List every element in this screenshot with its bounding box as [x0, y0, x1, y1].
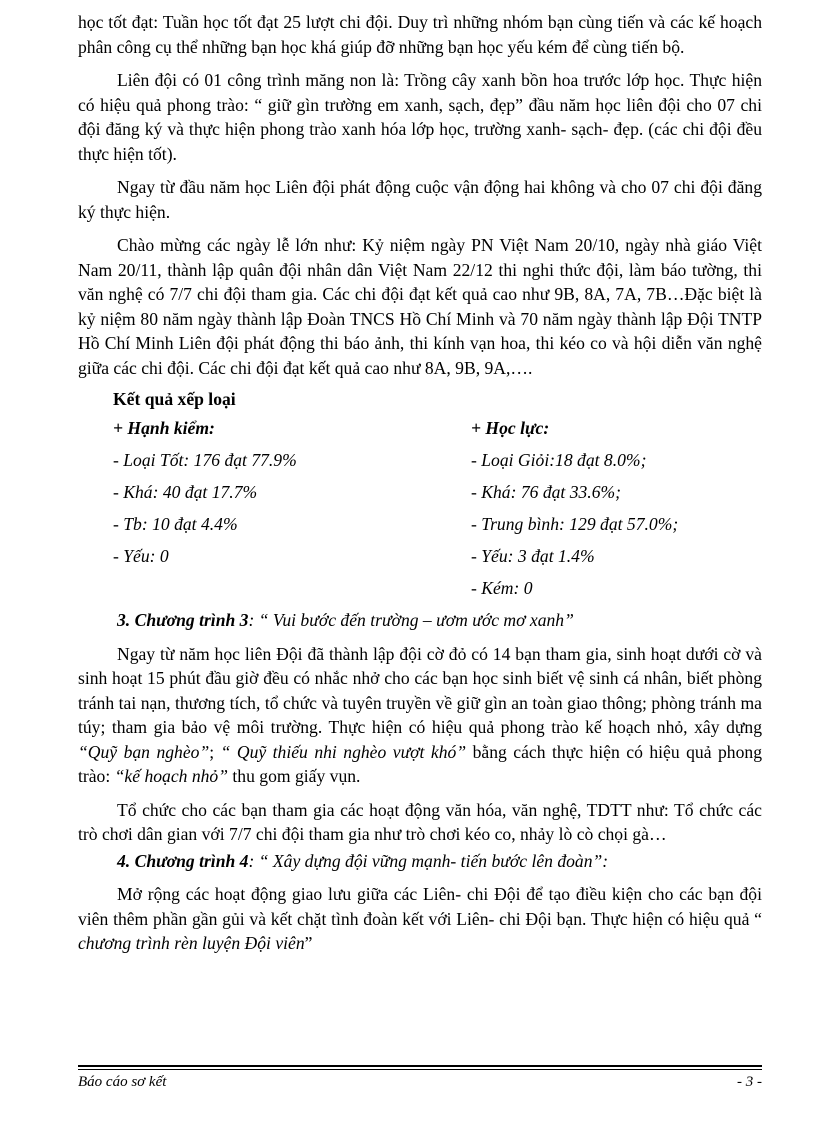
- conduct-item: - Khá: 40 đạt 17.7%: [113, 481, 258, 502]
- section-4-heading: [78, 849, 762, 874]
- study-heading: + Học lực:: [471, 417, 550, 438]
- page-number: - 3 -: [737, 1074, 762, 1090]
- section-4-title: : “ Xây dựng đội vững mạnh- tiến bước lên đoàn”:: [248, 850, 609, 871]
- study-item: - Loại Giỏi:18 đạt 8.0%;: [471, 449, 647, 470]
- results-table: [78, 412, 762, 604]
- paragraph: học tốt đạt: Tuần học tốt đạt 25 lượt chi đội. Duy trì những nhóm bạn cùng tiến và các kế hoạch phân công cụ thể những bạn học khá giúp đỡ những bạn học yếu kém để cùng tiến bộ.: [78, 12, 762, 57]
- paragraph: Ngay từ năm học liên Đội đã thành lập đội cờ đỏ có 14 bạn tham gia, sinh hoạt dưới cờ và sinh hoạt 15 phút đầu giờ đều có nhắc nhở cho các bạn học sinh biết vệ sinh cá nhân, biết phòng tránh tai nạn, thương tích, tổ chức và tuyên truyền về giữ gìn an toàn giao thông; phòng tránh ma túy; tham gia bảo vệ môi trường. Thực hiện có hiệu quả phong trào kế hoạch nhỏ, xây dựng “Quỹ bạn nghèo”; “ Quỹ thiếu nhi nghèo vượt khó” bằng cách thực hiện có hiệu quả phong trào: “kế hoạch nhỏ” thu gom giấy vụn.: [78, 643, 762, 786]
- footer-title: Báo cáo sơ kết: [78, 1074, 167, 1090]
- paragraph: Mở rộng các hoạt động giao lưu giữa các Liên- chi Đội để tạo điều kiện cho các bạn đội viên thêm phần gần gủi và kết chặt tình đoàn kết với Liên- chi Đội bạn. Thực hiện có hiệu quả “ chương trình rèn luyện Đội viên”: [78, 884, 762, 953]
- conduct-item: - Tb: 10 đạt 4.4%: [113, 513, 238, 534]
- section-3-heading: [78, 608, 762, 633]
- conduct-heading: + Hạnh kiểm:: [113, 417, 215, 438]
- results-title: Kết quả xếp loại: [113, 389, 236, 409]
- study-item: - Yếu: 3 đạt 1.4%: [471, 545, 595, 566]
- footer-rule: [78, 1065, 762, 1067]
- page-footer: [78, 1065, 762, 1091]
- study-item: - Trung bình: 129 đạt 57.0%;: [471, 513, 679, 534]
- conduct-item: - Loại Tốt: 176 đạt 77.9%: [113, 449, 297, 470]
- document-page: [78, 10, 762, 956]
- conduct-item: - Yếu: 0: [113, 545, 169, 566]
- section-3-title: : “ Vui bước đến trường – ươm ước mơ xanh”: [248, 610, 574, 630]
- paragraph: Liên đội có 01 công trình măng non là: Trồng cây xanh bồn hoa trước lớp học. Thực hiện có hiệu quả phong trào: “ giữ gìn trường em xanh, sạch, đẹp” đầu năm học liên đội cho 07 chi đội đăng ký và thực hiện phong trào xanh hóa lớp học, trường xanh- sạch- đẹp. (các chi đội đều thực hiện tốt).: [78, 70, 762, 164]
- paragraph: Chào mừng các ngày lễ lớn như: Kỷ niệm ngày PN Việt Nam 20/10, ngày nhà giáo Việt Nam 20/11, thành lập quân đội nhân dân Việt Nam 22/12 thi nghi thức đội, làm báo tường, thi văn nghệ có 7/7 chi đội tham gia. Các chi đội đạt kết quả cao như 9B, 8A, 7A, 7B…Đặc biệt là kỷ niệm 80 năm ngày thành lập Đoàn TNCS Hồ Chí Minh và 70 năm ngày thành lập Đội TNTP Hồ Chí Minh Liên đội phát động thi báo ảnh, thi kính vạn hoa, thi kéo co và hội diễn văn nghệ giữa các chi đội. Các chi đội đạt kết quả cao như 8A, 9B, 9A,….: [78, 235, 762, 378]
- footer-rule: [78, 1069, 762, 1070]
- section-4-label: 4. Chương trình 4: [117, 850, 249, 871]
- paragraph: Ngay từ đầu năm học Liên đội phát động cuộc vận động hai không và cho 07 chi đội đăng ký thực hiện.: [78, 177, 762, 222]
- study-item: - Khá: 76 đạt 33.6%;: [471, 481, 622, 502]
- section-3-label: 3. Chương trình 3: [117, 610, 249, 630]
- study-item: - Kém: 0: [471, 577, 533, 598]
- paragraph: Tổ chức cho các bạn tham gia các hoạt động văn hóa, văn nghệ, TDTT như: Tổ chức các trò chơi dân gian với 7/7 chi đội tham gia như trò chơi kéo co, nhảy lò cò chọi gà…: [78, 799, 762, 844]
